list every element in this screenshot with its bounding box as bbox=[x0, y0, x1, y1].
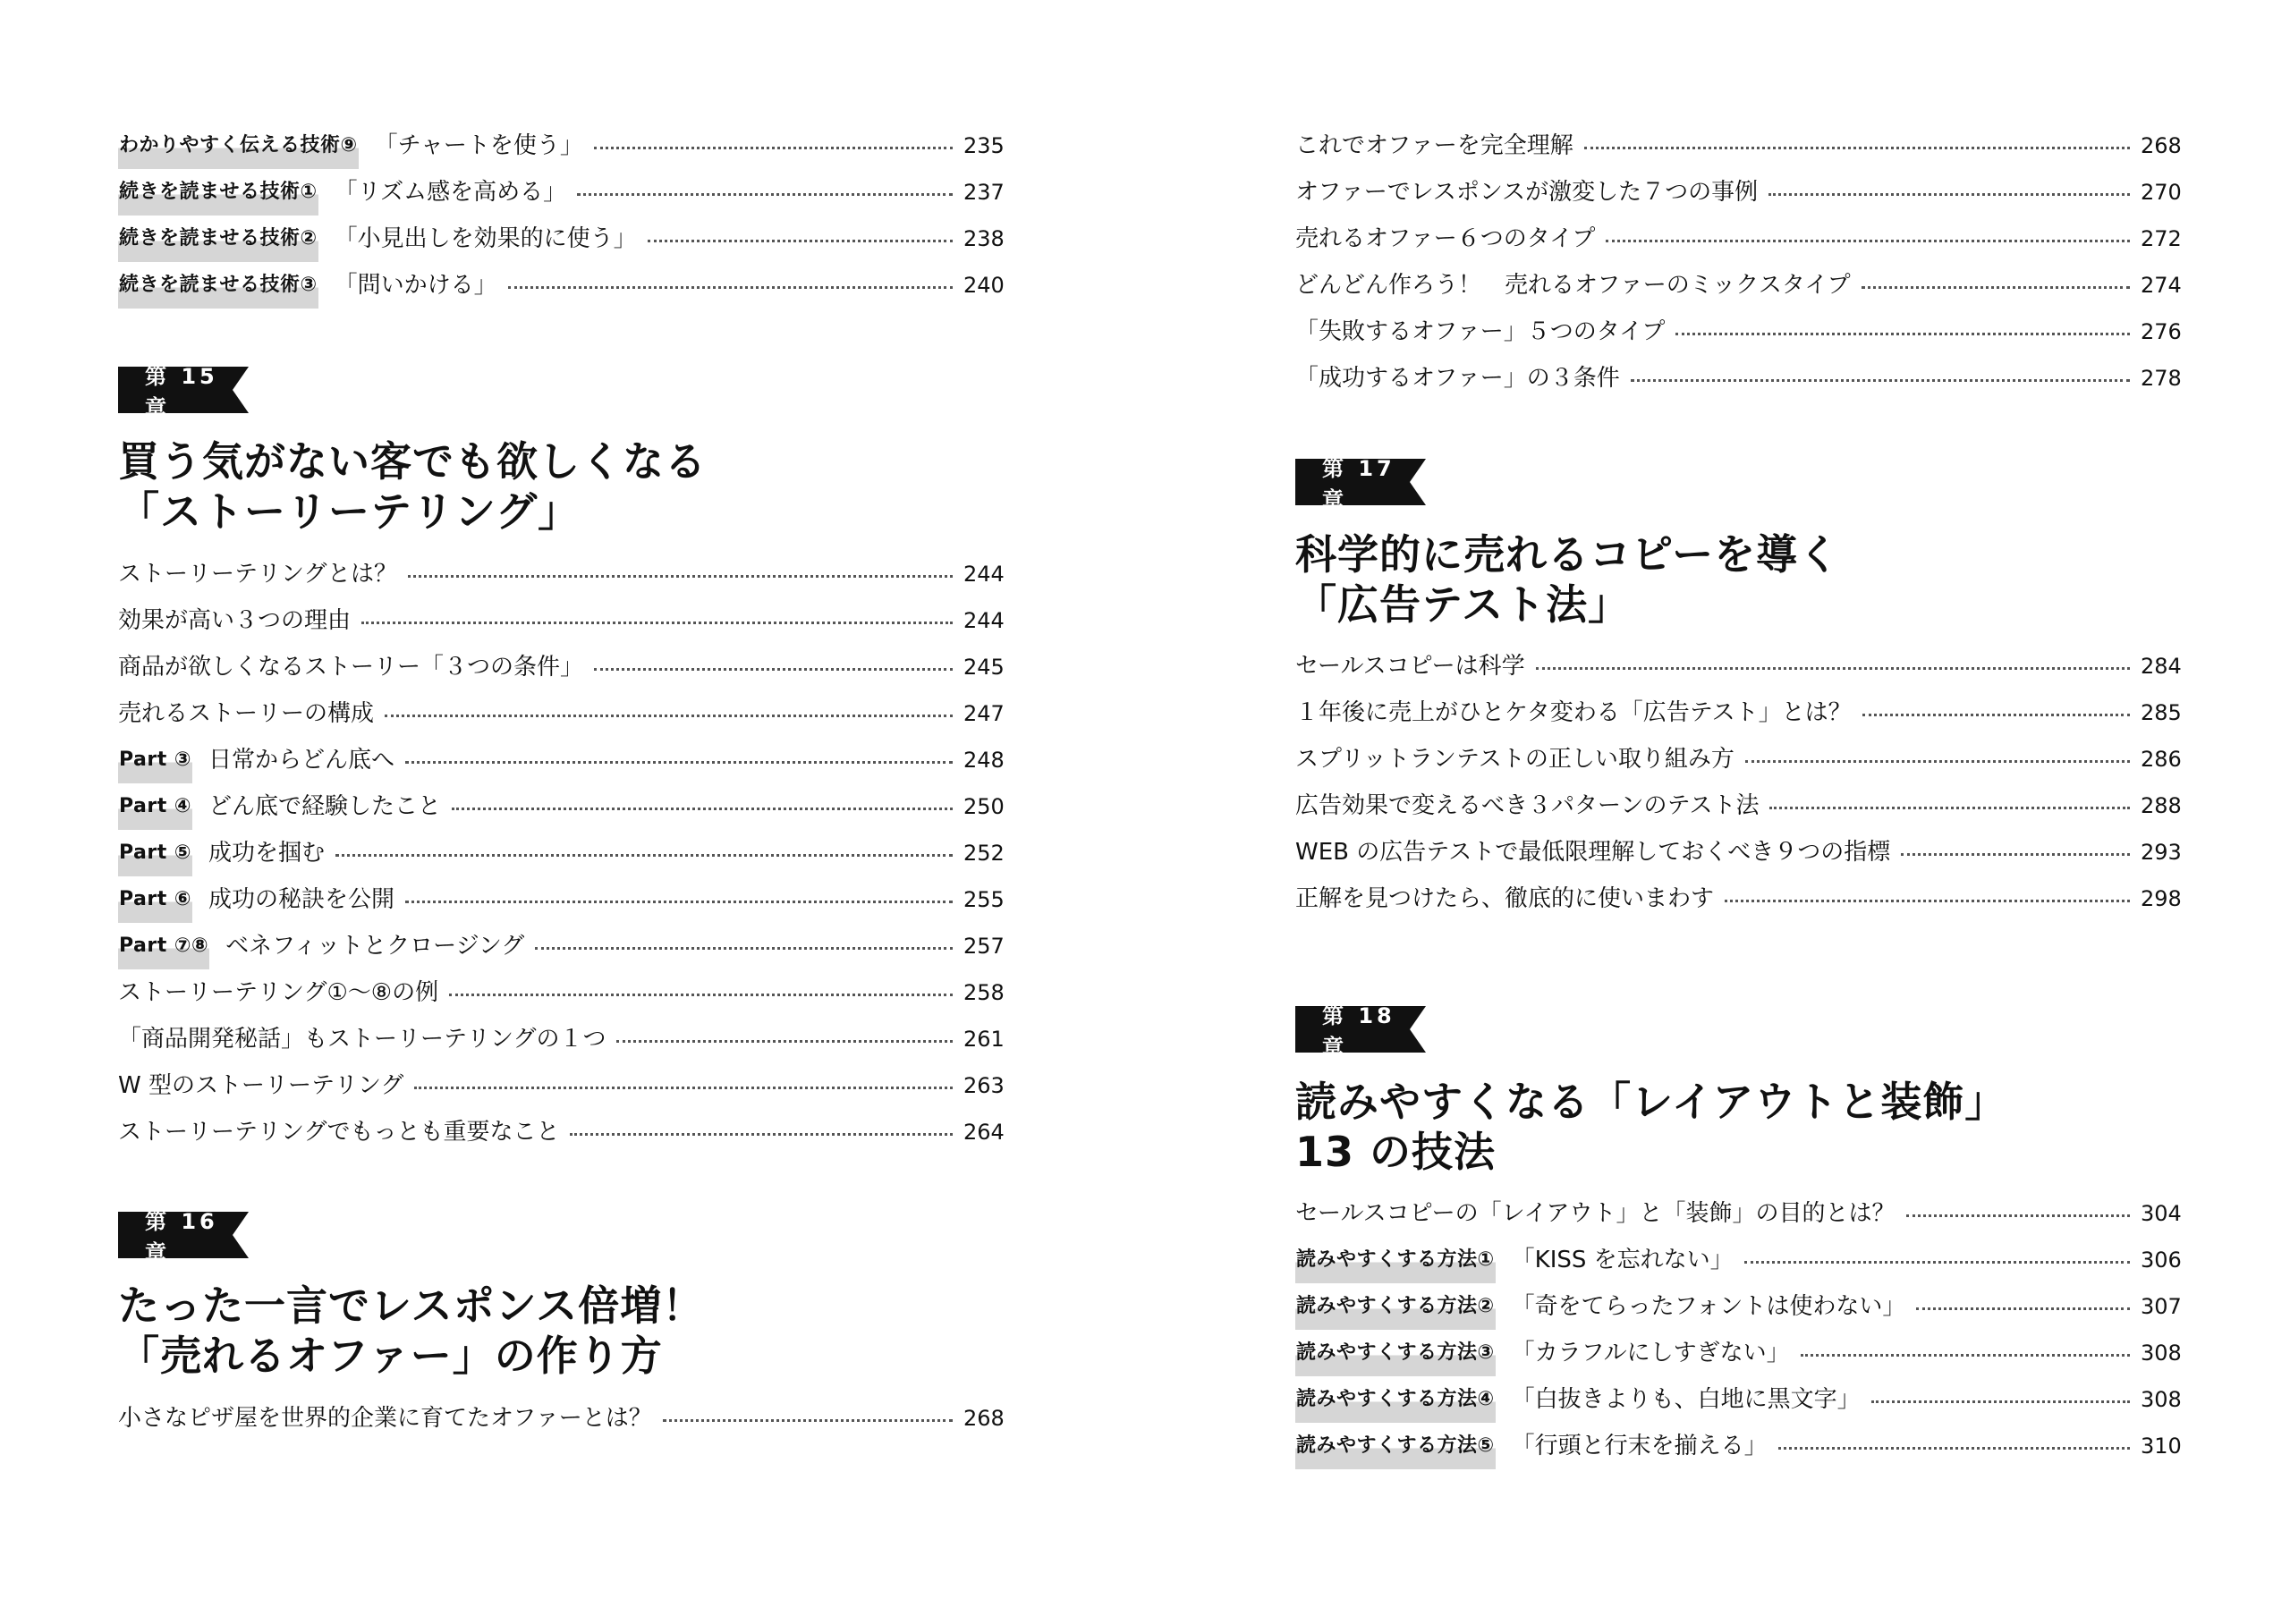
dot-leader bbox=[414, 1087, 953, 1089]
page-number: 285 bbox=[2141, 700, 2182, 725]
toc-entry[interactable] bbox=[1295, 309, 2182, 355]
page-number: 272 bbox=[2141, 226, 2182, 251]
dot-leader bbox=[1584, 147, 2130, 149]
entry-prefix: 続きを読ませる技術② bbox=[118, 216, 318, 262]
dot-leader bbox=[594, 147, 953, 149]
page-number: 240 bbox=[963, 273, 1005, 298]
entry-title: １年後に売上がひとケタ変わる「広告テスト」とは？ bbox=[1295, 699, 1852, 726]
page-number: 263 bbox=[963, 1073, 1005, 1098]
page-number: 270 bbox=[2141, 180, 2182, 205]
dot-leader bbox=[1768, 193, 2130, 196]
page-number: 248 bbox=[963, 748, 1005, 773]
page-number: 237 bbox=[963, 180, 1005, 205]
toc-entry[interactable] bbox=[118, 876, 1005, 923]
page-number: 304 bbox=[2141, 1201, 2182, 1226]
toc-entry[interactable] bbox=[1295, 829, 2182, 875]
toc-entry[interactable] bbox=[1295, 355, 2182, 402]
toc-entry[interactable] bbox=[118, 923, 1005, 969]
entry-title: 「チャートを使う」 bbox=[374, 132, 583, 159]
page-number: 244 bbox=[963, 608, 1005, 633]
toc-entry[interactable] bbox=[1295, 782, 2182, 829]
entry-title: 正解を見つけたら、徹底的に使いまわす bbox=[1295, 885, 1715, 912]
page-number: 307 bbox=[2141, 1294, 2182, 1319]
dot-leader bbox=[1862, 714, 2130, 716]
page-number: 250 bbox=[963, 794, 1005, 819]
entry-title: 成功を掴む bbox=[208, 840, 326, 867]
entry-title: 「行頭と行末を揃える」 bbox=[1511, 1433, 1768, 1459]
entry-prefix: 続きを読ませる技術① bbox=[118, 169, 318, 216]
chapter-title bbox=[1295, 1077, 2176, 1177]
entry-title: 日常からどん底へ bbox=[208, 747, 395, 774]
page-number: 274 bbox=[2141, 273, 2182, 298]
toc-entry[interactable] bbox=[118, 969, 1005, 1016]
toc-entry[interactable] bbox=[1295, 736, 2182, 782]
chapter-title bbox=[118, 1281, 999, 1381]
entry-title: 「成功するオファー」の３条件 bbox=[1295, 365, 1620, 392]
entry-title: 小さなピザ屋を世界的企業に育てたオファーとは？ bbox=[118, 1405, 652, 1432]
toc-entry[interactable] bbox=[118, 597, 1005, 644]
chapter-title bbox=[1295, 529, 2176, 630]
dot-leader bbox=[408, 575, 953, 578]
entry-title: 「商品開発秘話」もストーリーテリングの１つ bbox=[118, 1026, 606, 1053]
page-number: 252 bbox=[963, 841, 1005, 866]
chapter-title-line: 読みやすくなる「レイアウトと装飾」 bbox=[1295, 1078, 2007, 1126]
entry-prefix: Part ③ bbox=[118, 737, 192, 783]
toc-entry[interactable] bbox=[118, 262, 1005, 309]
chapter-title-line: 13 の技法 bbox=[1295, 1128, 1497, 1176]
page-number: 268 bbox=[2141, 133, 2182, 158]
entry-title: 「KISS を忘れない」 bbox=[1511, 1247, 1734, 1273]
chapter-title-line: 買う気がない客でも欲しくなる bbox=[118, 437, 707, 486]
dot-leader bbox=[1606, 240, 2130, 242]
page-number: 308 bbox=[2141, 1341, 2182, 1366]
toc-entry[interactable] bbox=[1295, 123, 2182, 169]
entry-title: 「リズム感を高める」 bbox=[334, 179, 567, 206]
toc-entry[interactable] bbox=[118, 169, 1005, 216]
toc-entry[interactable] bbox=[1295, 1237, 2182, 1283]
page-number: 278 bbox=[2141, 366, 2182, 391]
entry-title: 「白抜きよりも、白地に黒文字」 bbox=[1511, 1386, 1861, 1413]
entry-title: 「失敗するオファー」５つのタイプ bbox=[1295, 318, 1666, 345]
chapter-label: 第 16 章 bbox=[118, 1212, 233, 1258]
dot-leader bbox=[1631, 379, 2130, 382]
entry-title: W 型のストーリーテリング bbox=[118, 1072, 404, 1099]
page-number: 293 bbox=[2141, 840, 2182, 865]
page-number: 247 bbox=[963, 701, 1005, 726]
toc-entry[interactable] bbox=[1295, 1190, 2182, 1237]
toc-entry[interactable] bbox=[1295, 1423, 2182, 1469]
entry-title: セールスコピーは科学 bbox=[1295, 653, 1525, 680]
chapter-title-line: 「売れるオファー」の作り方 bbox=[118, 1332, 663, 1380]
toc-entry[interactable] bbox=[1295, 169, 2182, 216]
dot-leader bbox=[1725, 900, 2130, 902]
toc-entry[interactable] bbox=[118, 737, 1005, 783]
chapter-label: 第 15 章 bbox=[118, 367, 233, 413]
dot-leader bbox=[405, 901, 953, 903]
page-number: 238 bbox=[963, 226, 1005, 251]
entry-title: スプリットランテストの正しい取り組み方 bbox=[1295, 746, 1734, 773]
toc-entry[interactable] bbox=[1295, 689, 2182, 736]
entry-title: WEB の広告テストで最低限理解しておくべき９つの指標 bbox=[1295, 839, 1891, 866]
page-number: 276 bbox=[2141, 319, 2182, 344]
entry-title: ストーリーテリングでもっとも重要なこと bbox=[118, 1119, 560, 1146]
entry-prefix: 読みやすくする方法② bbox=[1295, 1283, 1496, 1330]
page-number: 255 bbox=[963, 887, 1005, 912]
entry-title: 効果が高い３つの理由 bbox=[118, 607, 352, 634]
entry-title: 広告効果で変えるべき３パターンのテスト法 bbox=[1295, 792, 1760, 819]
entry-title: 「奇をてらったフォントは使わない」 bbox=[1511, 1293, 1906, 1320]
toc-entry[interactable] bbox=[118, 1395, 1005, 1442]
page-number: 310 bbox=[2141, 1434, 2182, 1459]
dot-leader bbox=[1901, 853, 2130, 856]
entry-prefix: 読みやすくする方法③ bbox=[1295, 1330, 1496, 1376]
entry-title: これでオファーを完全理解 bbox=[1295, 132, 1573, 159]
entry-prefix: 読みやすくする方法⑤ bbox=[1295, 1423, 1496, 1469]
page-number: 284 bbox=[2141, 654, 2182, 679]
entry-title: 商品が欲しくなるストーリー「３つの条件」 bbox=[118, 654, 584, 681]
dot-leader bbox=[1801, 1354, 2130, 1357]
entry-prefix: Part ⑥ bbox=[118, 876, 192, 923]
dot-leader bbox=[648, 240, 953, 242]
page-number: 245 bbox=[963, 655, 1005, 680]
dot-leader bbox=[1916, 1307, 2130, 1310]
dot-leader bbox=[1778, 1447, 2130, 1450]
entry-title: 売れるオファー６つのタイプ bbox=[1295, 225, 1596, 252]
dot-leader bbox=[570, 1133, 953, 1136]
page-number: 261 bbox=[963, 1027, 1005, 1052]
page-number: 306 bbox=[2141, 1248, 2182, 1273]
toc-entry[interactable] bbox=[118, 551, 1005, 597]
chapter-title-line: 「広告テスト法」 bbox=[1295, 580, 1631, 629]
toc-entry[interactable] bbox=[118, 123, 1005, 169]
entry-prefix: Part ⑤ bbox=[118, 830, 192, 876]
dot-leader bbox=[616, 1040, 953, 1043]
entry-title: 売れるストーリーの構成 bbox=[118, 700, 375, 727]
entry-title: セールスコピーの「レイアウト」と「装飾」の目的とは？ bbox=[1295, 1200, 1896, 1227]
dot-leader bbox=[1862, 286, 2130, 289]
entry-title: オファーでレスポンスが激変した７つの事例 bbox=[1295, 179, 1759, 206]
dot-leader bbox=[452, 808, 953, 810]
entry-prefix: 読みやすくする方法④ bbox=[1295, 1376, 1496, 1423]
entry-title: ストーリーテリングとは？ bbox=[118, 561, 398, 588]
toc-entry[interactable] bbox=[1295, 216, 2182, 262]
chapter-title bbox=[118, 436, 999, 537]
dot-leader bbox=[385, 715, 953, 717]
toc-entry[interactable] bbox=[118, 783, 1005, 830]
entry-title: 「カラフルにしすぎない」 bbox=[1511, 1340, 1790, 1366]
page-number: 235 bbox=[963, 133, 1005, 158]
entry-title: どんどん作ろう！ 売れるオファーのミックスタイプ bbox=[1295, 272, 1851, 299]
dot-leader bbox=[1675, 333, 2130, 335]
chapter-label: 第 18 章 bbox=[1295, 1006, 1410, 1053]
entry-title: 「問いかける」 bbox=[334, 272, 497, 299]
page-number: 258 bbox=[963, 980, 1005, 1005]
dot-leader bbox=[1769, 807, 2130, 809]
chapter-title-line: たった一言でレスポンス倍増！ bbox=[118, 1281, 705, 1330]
page-number: 298 bbox=[2141, 886, 2182, 911]
chapter-title-line: 科学的に売れるコピーを導く bbox=[1295, 530, 1841, 579]
chapter-label: 第 17 章 bbox=[1295, 459, 1410, 505]
dot-leader bbox=[449, 994, 953, 996]
dot-leader bbox=[1536, 667, 2130, 670]
dot-leader bbox=[663, 1419, 953, 1422]
toc-entry[interactable] bbox=[118, 1016, 1005, 1062]
dot-leader bbox=[1745, 760, 2130, 763]
toc-entry[interactable] bbox=[118, 690, 1005, 737]
toc-entry[interactable] bbox=[118, 1062, 1005, 1109]
entry-title: 「小見出しを効果的に使う」 bbox=[334, 225, 637, 252]
page-number: 286 bbox=[2141, 747, 2182, 772]
dot-leader bbox=[577, 193, 953, 196]
toc-entry[interactable] bbox=[1295, 1283, 2182, 1330]
dot-leader bbox=[405, 761, 953, 764]
toc-entry[interactable] bbox=[1295, 1376, 2182, 1423]
toc-entry[interactable] bbox=[1295, 1330, 2182, 1376]
entry-title: 成功の秘訣を公開 bbox=[208, 886, 395, 913]
entry-title: どん底で経験したこと bbox=[208, 793, 442, 820]
page-number: 308 bbox=[2141, 1387, 2182, 1412]
entry-title: ストーリーテリング①〜⑧の例 bbox=[118, 979, 439, 1006]
toc-entry[interactable] bbox=[118, 644, 1005, 690]
toc-entry[interactable] bbox=[118, 216, 1005, 262]
toc-entry[interactable] bbox=[1295, 262, 2182, 309]
chapter-title-line: 「ストーリーテリング」 bbox=[118, 487, 581, 536]
dot-leader bbox=[335, 854, 953, 857]
toc-entry[interactable] bbox=[1295, 643, 2182, 689]
entry-title: ベネフィットとクロージング bbox=[225, 933, 525, 960]
dot-leader bbox=[594, 668, 953, 671]
page-number: 288 bbox=[2141, 793, 2182, 818]
dot-leader bbox=[1744, 1261, 2130, 1264]
dot-leader bbox=[361, 622, 953, 624]
dot-leader bbox=[1871, 1400, 2130, 1403]
entry-prefix: 読みやすくする方法① bbox=[1295, 1237, 1496, 1283]
toc-entry[interactable] bbox=[118, 1109, 1005, 1155]
dot-leader bbox=[535, 947, 953, 950]
toc-entry[interactable] bbox=[118, 830, 1005, 876]
entry-prefix: Part ⑦⑧ bbox=[118, 923, 209, 969]
page-number: 264 bbox=[963, 1120, 1005, 1145]
dot-leader bbox=[508, 286, 953, 289]
page-number: 268 bbox=[963, 1406, 1005, 1431]
entry-prefix: わかりやすく伝える技術⑨ bbox=[118, 123, 359, 169]
page-number: 257 bbox=[963, 934, 1005, 959]
entry-prefix: Part ④ bbox=[118, 783, 192, 830]
page-number: 244 bbox=[963, 562, 1005, 587]
entry-prefix: 続きを読ませる技術③ bbox=[118, 262, 318, 309]
dot-leader bbox=[1906, 1214, 2130, 1217]
toc-entry[interactable] bbox=[1295, 875, 2182, 922]
